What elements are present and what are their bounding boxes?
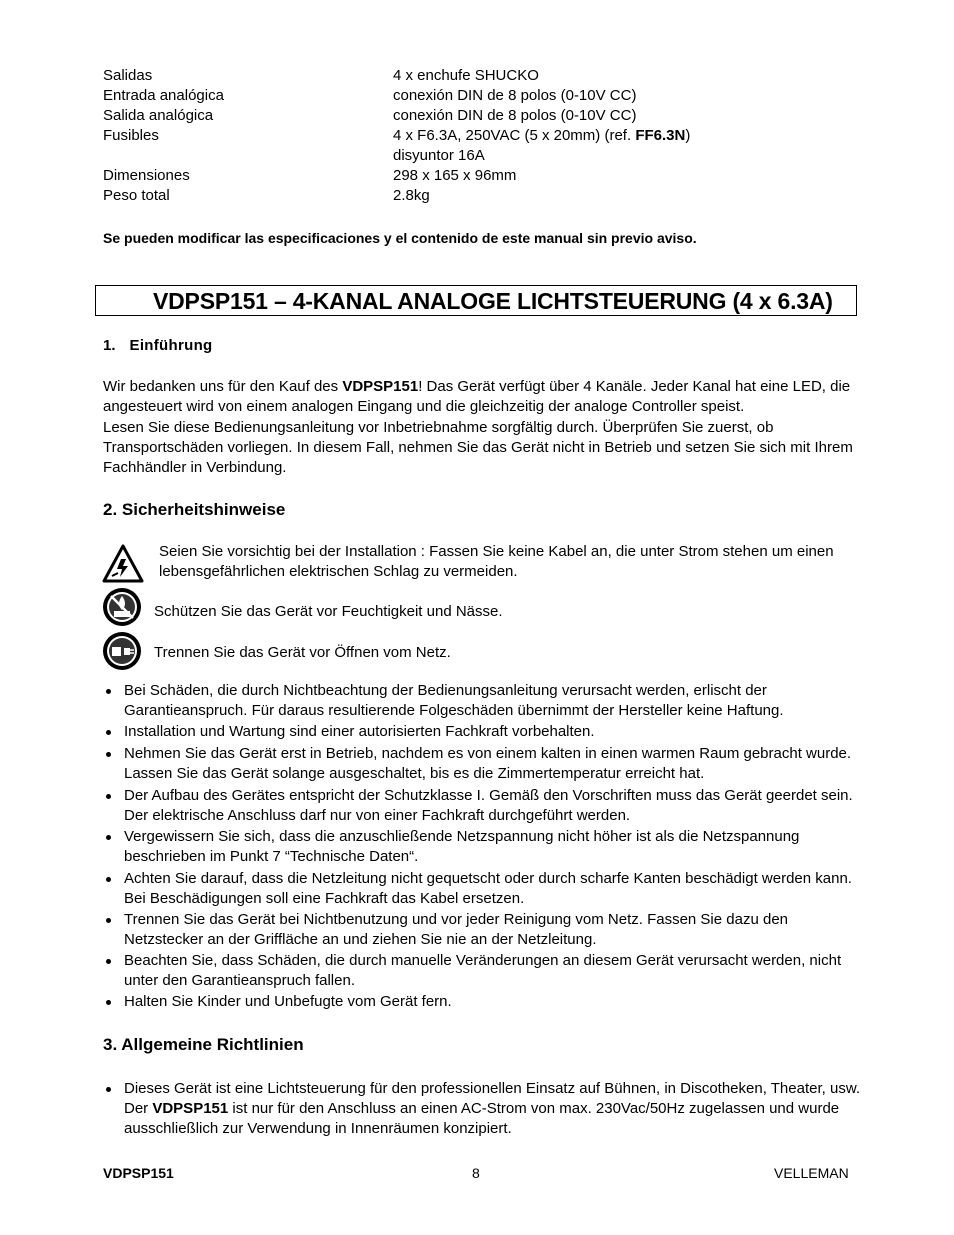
intro-text-rest: ! Das Gerät verfügt über 4 Kanäle. Jeder Kanal hat eine LED, die angesteuert wird von einem analogen Eingang und die gleichzeitig der analoge Controller speist. — [103, 378, 851, 415]
product-code: VDPSP151 — [152, 1100, 229, 1117]
list-item: Trennen Sie das Gerät bei Nichtbenutzung und vor jeder Reinigung vom Netz. Fassen Sie dazu den Netzstecker an der Griffläche an und ziehen Sie nie an der Netzleitung. — [103, 910, 863, 950]
spec-label: Fusibles — [103, 127, 159, 144]
warning-text-moisture: Schützen Sie das Gerät vor Feuchtigkeit und Nässe. — [154, 603, 503, 620]
spec-value: 298 x 165 x 96mm — [393, 167, 517, 184]
list-item — [103, 1079, 863, 1139]
footer-model: VDPSP151 — [103, 1165, 174, 1181]
safety-bullet-list — [103, 681, 863, 1012]
spec-value: disyuntor 16A — [393, 147, 485, 164]
list-item: Beachten Sie, dass Schäden, die durch manuelle Veränderungen an diesem Gerät verursacht werden, nicht unter den Garantieanspruch fallen. — [103, 951, 863, 991]
spec-label: Peso total — [103, 187, 170, 204]
guidelines-bullet-list — [103, 1079, 863, 1139]
list-item: Der Aufbau des Gerätes entspricht der Schutzklasse I. Gemäß den Vorschriften muss das Gerät geerdet sein. Der elektrische Anschluss darf nur von einer Fachkraft durchgeführt werden. — [103, 786, 863, 826]
warning-text-unplug: Trennen Sie das Gerät vor Öffnen vom Netz. — [154, 644, 451, 661]
page-number: 8 — [472, 1165, 480, 1181]
list-item: Bei Schäden, die durch Nichtbeachtung der Bedienungsanleitung verursacht werden, erlischt der Garantieanspruch. Für daraus resultierende Folgeschäden übernimmt der Hersteller keine Haftung. — [103, 681, 863, 721]
spec-label: Entrada analógica — [103, 87, 224, 104]
spec-value-text: 4 x F6.3A, 250VAC (5 x 20mm) (ref. — [393, 127, 636, 144]
warning-text-shock: Seien Sie vorsichtig bei der Installation : Fassen Sie keine Kabel an, die unter Strom stehen um einen — [159, 543, 834, 560]
page-title: VDPSP151 – 4-KANAL ANALOGE LICHTSTEUERUNG (4 x 6.3A) — [153, 288, 833, 314]
footer-brand: VELLEMAN — [774, 1165, 849, 1181]
list-item: Achten Sie darauf, dass die Netzleitung nicht gequetscht oder durch scharfe Kanten beschädigt werden kann. Bei Beschädigungen soll eine Fachkraft das Kabel ersetzen. — [103, 869, 863, 909]
warning-text-shock-2: lebensgefährlichen elektrischen Schlag zu vermeiden. — [159, 563, 518, 580]
spec-value: conexión DIN de 8 polos (0-10V CC) — [393, 107, 637, 124]
intro-paragraph — [103, 377, 863, 417]
no-moisture-icon — [102, 587, 142, 627]
electric-shock-warning-icon — [102, 543, 144, 585]
spec-label: Salida analógica — [103, 107, 214, 124]
list-item: Vergewissern Sie sich, dass die anzuschließende Netzspannung nicht höher ist als die Netzspannung beschrieben im Punkt 7 “Technische Daten“. — [103, 827, 863, 867]
list-item: Halten Sie Kinder und Unbefugte vom Gerät fern. — [103, 992, 863, 1012]
spec-value-close: ) — [685, 127, 691, 144]
modification-notice: Se pueden modificar las especificaciones y el contenido de este manual sin previo aviso. — [103, 230, 697, 246]
spec-value: 4 x enchufe SHUCKO — [393, 67, 539, 84]
intro-paragraph-2: Lesen Sie diese Bedienungsanleitung vor Inbetriebnahme sorgfältig durch. Überprüfen Sie zuerst, ob Transportschäden vorliegen. In diesem Fall, nehmen Sie das Gerät nicht in Betrieb und setzen Sie sich mit Ihrem Fachhändler in Verbindung. — [103, 419, 853, 476]
section-heading-guidelines: 3. Allgemeine Richtlinien — [103, 1035, 304, 1054]
title-box — [95, 285, 857, 316]
spec-value: 2.8kg — [393, 187, 430, 204]
guideline-text-rest: ist nur für den Anschluss an einen AC-Strom von max. 230Vac/50Hz zugelassen und wurde ausschließlich zur Verwendung in Innenräumen konzipiert. — [124, 1100, 840, 1137]
guideline-text-pre: Der — [124, 1100, 153, 1117]
spec-value-ref: FF6.3N — [635, 127, 686, 144]
list-item: Nehmen Sie das Gerät erst in Betrieb, nachdem es von einem kalten in einen warmen Raum gebracht wurde. Lassen Sie das Gerät solange ausgeschaltet, bis es die Zimmertemperatur erreicht hat. — [103, 744, 863, 784]
spec-label: Salidas — [103, 67, 153, 84]
section-title: Einführung — [129, 337, 213, 354]
section-heading-safety: 2. Sicherheitshinweise — [103, 500, 286, 519]
section-number: 1. — [103, 337, 116, 354]
product-code: VDPSP151 — [342, 378, 419, 395]
guideline-text: Dieses Gerät ist eine Lichtsteuerung für den professionellen Einsatz auf Bühnen, in Discotheken, Theater, usw. — [124, 1080, 860, 1097]
list-item: Installation und Wartung sind einer autorisierten Fachkraft vorbehalten. — [103, 722, 863, 742]
spec-value — [393, 126, 690, 146]
intro-text: Wir bedanken uns für den Kauf des — [103, 378, 343, 395]
spec-label: Dimensiones — [103, 167, 190, 184]
spec-value: conexión DIN de 8 polos (0-10V CC) — [393, 87, 637, 104]
section-heading-intro — [103, 336, 213, 356]
unplug-before-opening-icon — [102, 631, 142, 671]
